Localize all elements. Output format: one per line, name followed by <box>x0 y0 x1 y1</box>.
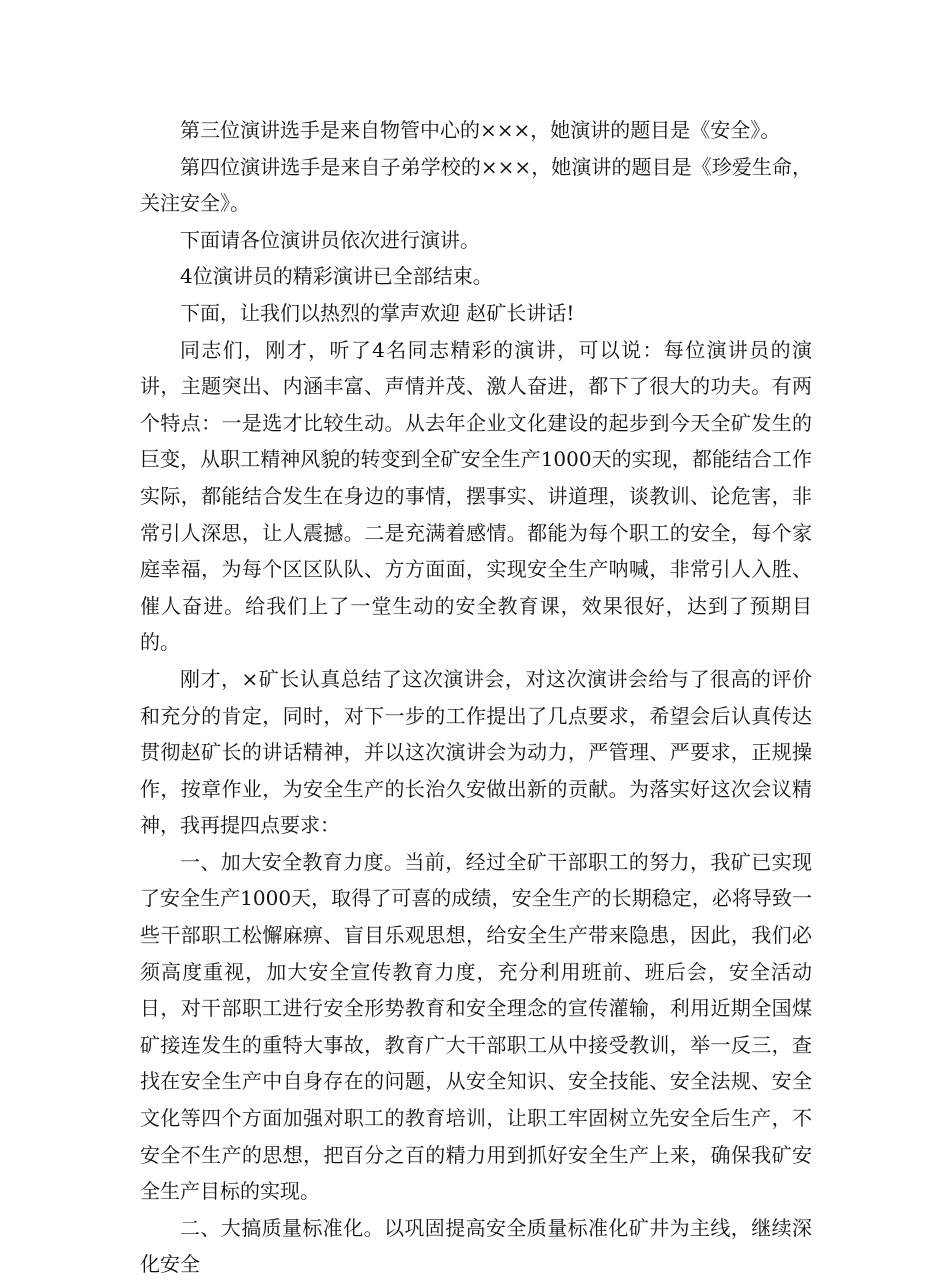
paragraph-requirement-one: 一、加大安全教育力度。当前，经过全矿干部职工的努力，我矿已实现了安全生产1000天，取得了可喜的成绩，安全生产的长期稳定，必将导致一些干部职工松懈麻痹、盲目乐观思想，给安全生产带来隐患，因此，我们必须高度重视，加大安全宣传教育力度，充分利用班前、班后会，安全活动日，对干部职工进行安全形势教育和安全理念的宣传灌输，利用近期全国煤矿接连发生的重特大事故，教育广大干部职工从中接受教训，举一反三，查找在安全生产中自身存在的问题，从安全知识、安全技能、安全法规、安全文化等四个方面加强对职工的教育培训，让职工牢固树立先安全后生产，不安全不生产的思想，把百分之百的精力用到抓好安全生产上来，确保我矿安全生产目标的实现。 <box>140 849 812 1204</box>
paragraph-comrades: 同志们，刚才，听了4名同志精彩的演讲，可以说：每位演讲员的演讲，主题突出、内涵丰富、声情并茂、激人奋进，都下了很大的功夫。有两个特点：一是选才比较生动。从去年企业文化建设的起步到今天全矿发生的巨变，从职工精神风貌的转变到全矿安全生产1000天的实现，都能结合工作实际，都能结合发生在身边的事情，摆事实、讲道理，谈教训、论危害，非常引人深思，让人震撼。二是充满着感情。都能为每个职工的安全，每个家庭幸福，为每个区区队队、方方面面，实现安全生产呐喊，非常引人入胜、催人奋进。给我们上了一堂生动的安全教育课，效果很好，达到了预期目的。 <box>140 337 812 655</box>
paragraph-speaker-three: 第三位演讲选手是来自物管中心的×××，她演讲的题目是《安全》。 <box>180 118 781 142</box>
paragraph-invite-speeches: 下面请各位演讲员依次进行演讲。 <box>180 227 480 252</box>
paragraph-summary: 刚才，×矿长认真总结了这次演讲会，对这次演讲会给与了很高的评价和充分的肯定，同时，对下一步的工作提出了几点要求，希望会后认真传达贯彻赵矿长的讲话精神，并以这次演讲会为动力，严管理、严要求，正规操作，按章作业，为安全生产的长治久安做出新的贡献。为落实好这次会议精神，我再提四点要求： <box>140 666 812 838</box>
document-body <box>140 112 812 1283</box>
paragraph-requirement-two: 二、大搞质量标准化。以巩固提高安全质量标准化矿井为主线，继续深化安全 <box>140 1215 812 1277</box>
paragraph-welcome-director: 下面，让我们以热烈的掌声欢迎 赵矿长讲话! <box>180 300 575 325</box>
paragraph-speeches-ended: 4位演讲员的精彩演讲已全部结束。 <box>180 264 493 289</box>
paragraph-speaker-four: 第四位演讲选手是来自子弟学校的×××，她演讲的题目是《珍爱生命，关注安全》。 <box>140 154 812 216</box>
